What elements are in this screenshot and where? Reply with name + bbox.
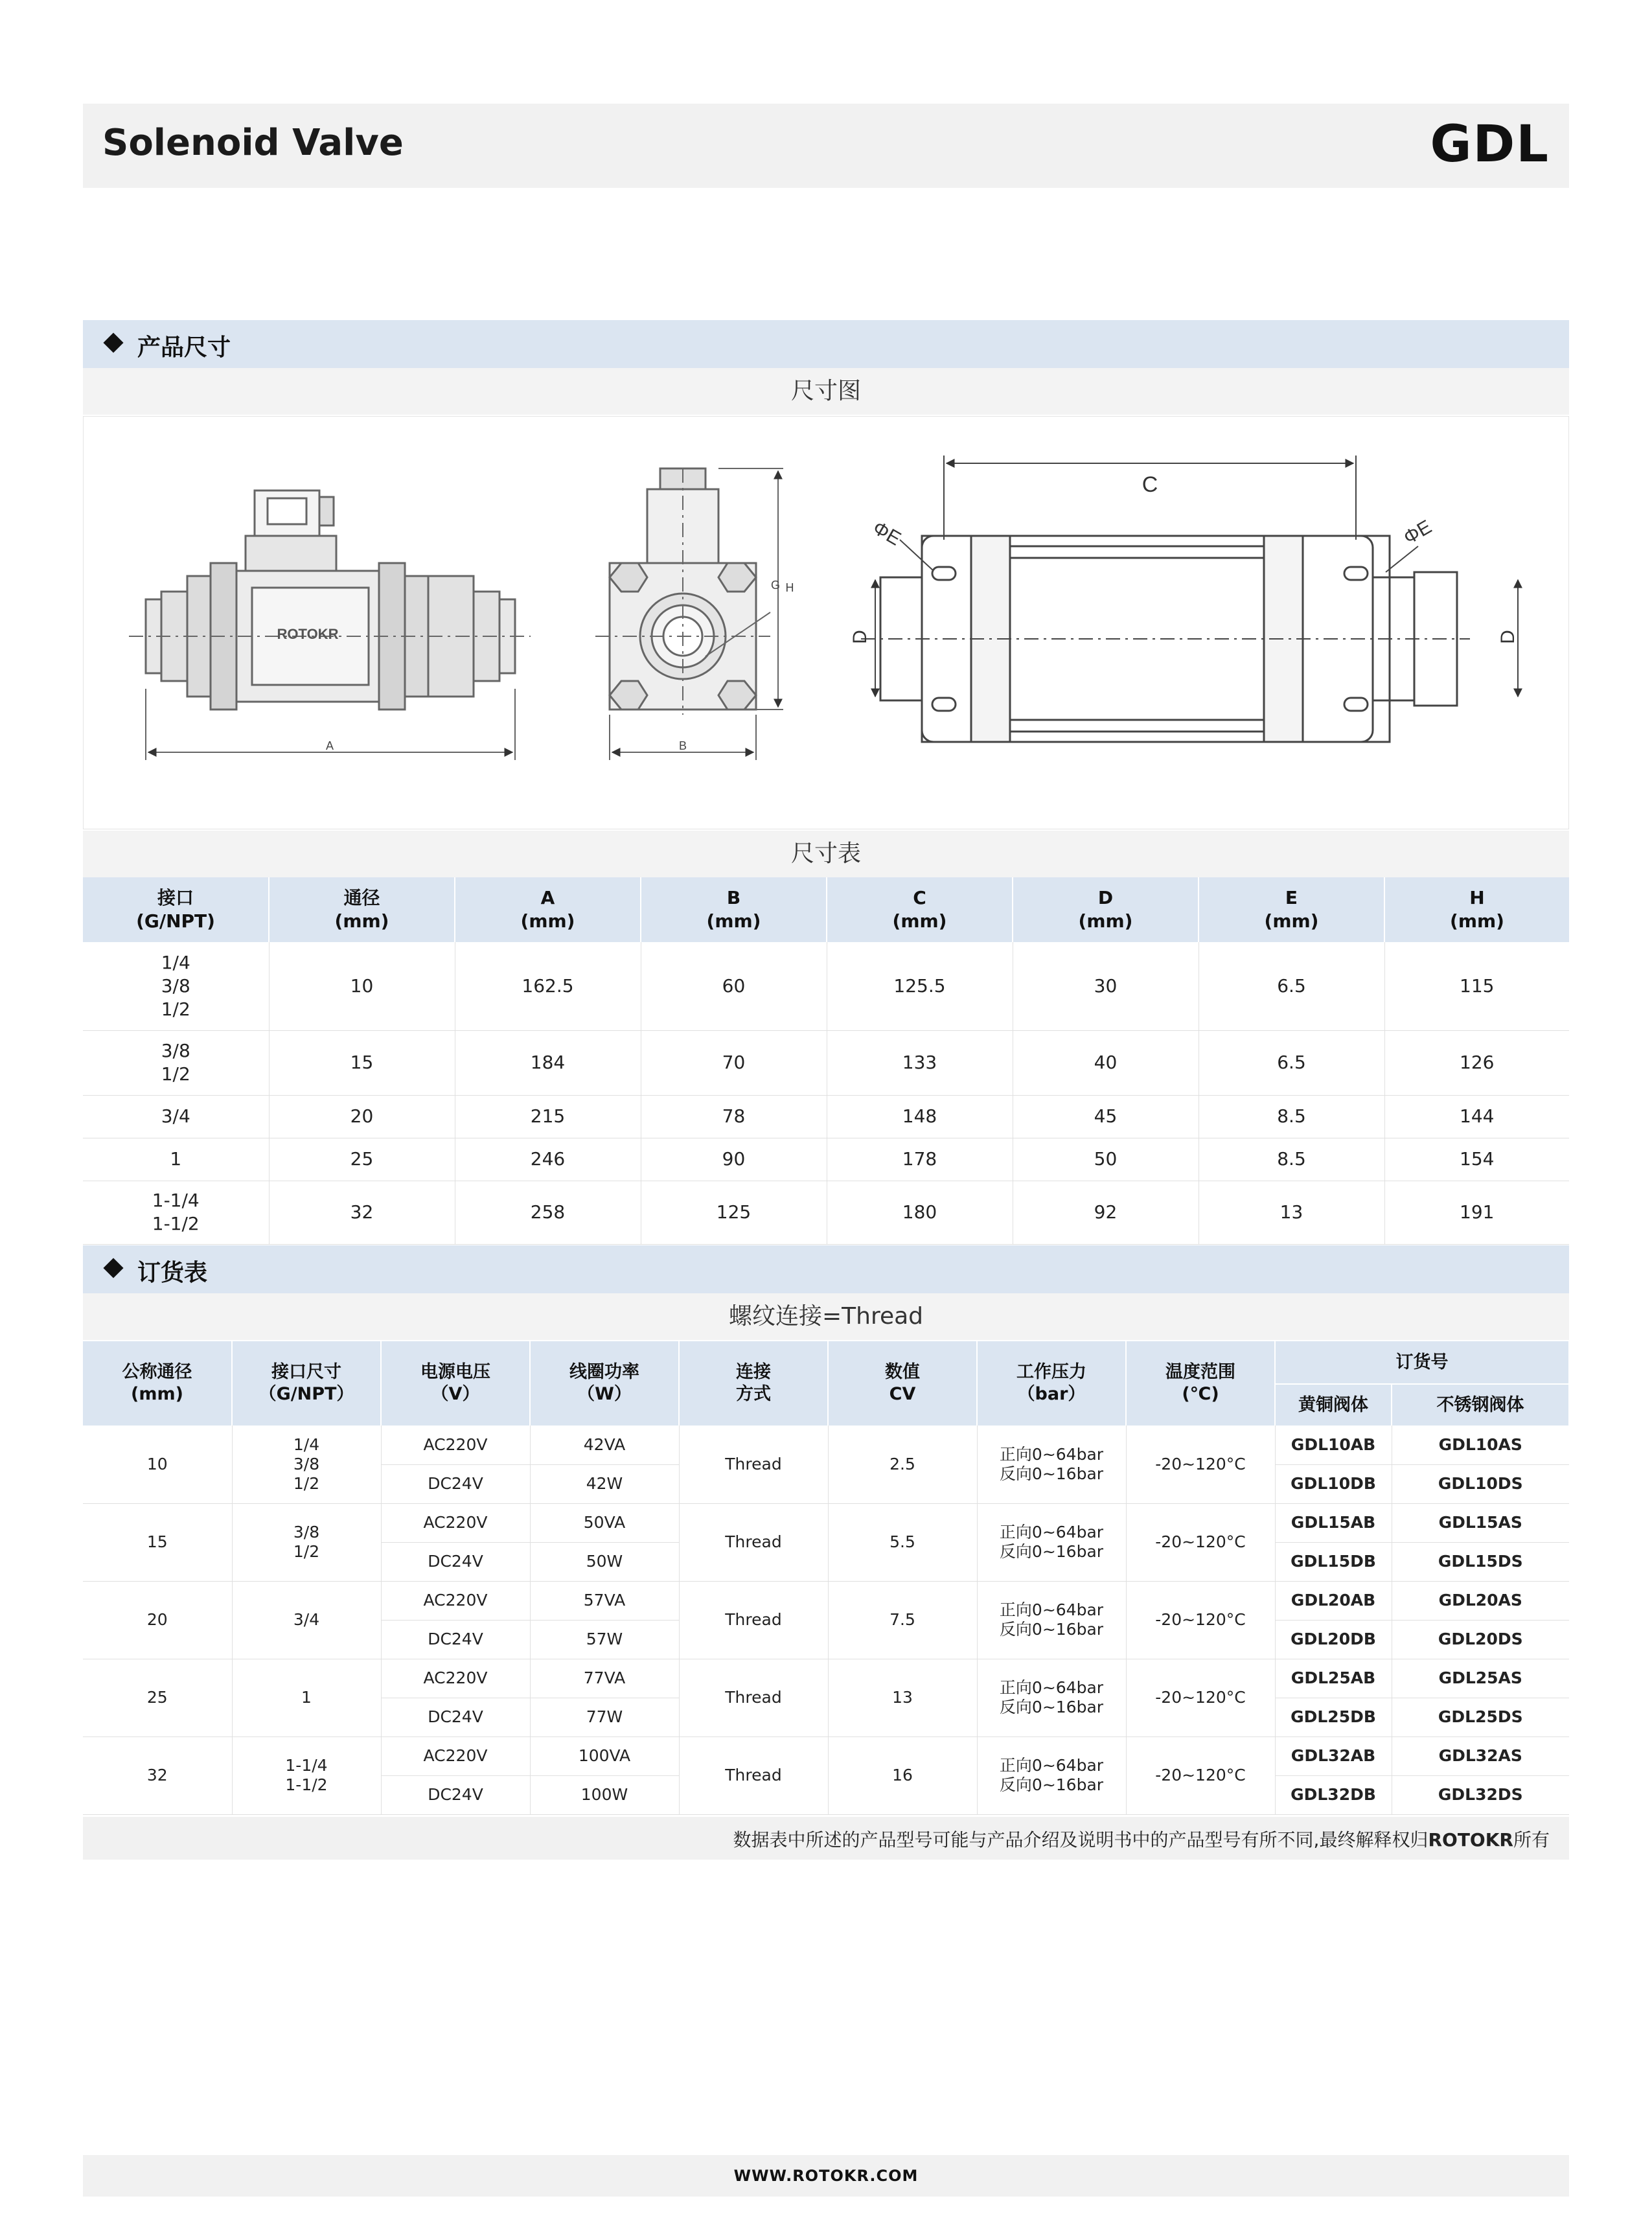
cell-d: 50 bbox=[1013, 1138, 1199, 1181]
cell-dn: 20 bbox=[83, 1581, 232, 1659]
disclaimer-bar bbox=[83, 1817, 1569, 1860]
col-header-brass: 黄铜阀体 bbox=[1275, 1384, 1392, 1425]
cell-port: 1/4 3/8 1/2 bbox=[83, 942, 269, 1030]
col-header-c: C (mm) bbox=[827, 877, 1013, 942]
cell-brass-code: GDL25DB bbox=[1275, 1698, 1392, 1737]
cell-temperature: -20~120°C bbox=[1126, 1581, 1275, 1659]
col-header-voltage: 电源电压 （V） bbox=[381, 1341, 530, 1425]
label-phi-e-left: ΦE bbox=[869, 517, 905, 550]
cell-cv: 7.5 bbox=[828, 1581, 977, 1659]
label-g: G bbox=[770, 579, 781, 592]
cell-voltage: DC24V bbox=[381, 1620, 530, 1659]
cell-d: 45 bbox=[1013, 1095, 1199, 1138]
top-view-drawing bbox=[861, 456, 1518, 742]
cell-c: 125.5 bbox=[827, 942, 1013, 1030]
cell-dn: 25 bbox=[269, 1138, 455, 1181]
cell-power: 50VA bbox=[530, 1503, 679, 1542]
cell-stainless-code: GDL15AS bbox=[1392, 1503, 1569, 1542]
table-row bbox=[83, 1138, 1569, 1181]
cell-power: 100W bbox=[530, 1775, 679, 1814]
cell-a: 246 bbox=[455, 1138, 641, 1181]
order-table bbox=[83, 1341, 1570, 1815]
disclaimer-brand: ROTOKR bbox=[1428, 1829, 1513, 1851]
cell-port: 1/4 3/8 1/2 bbox=[232, 1425, 381, 1503]
table-row bbox=[83, 1030, 1569, 1095]
cell-brass-code: GDL32AB bbox=[1275, 1737, 1392, 1775]
section-heading-order bbox=[83, 1245, 1569, 1293]
cell-cv: 5.5 bbox=[828, 1503, 977, 1581]
cell-h: 191 bbox=[1384, 1181, 1569, 1244]
cell-port: 1 bbox=[232, 1659, 381, 1737]
cell-brass-code: GDL15AB bbox=[1275, 1503, 1392, 1542]
col-header-connection: 连接 方式 bbox=[679, 1341, 828, 1425]
cell-d: 30 bbox=[1013, 942, 1199, 1030]
cell-power: 77W bbox=[530, 1698, 679, 1737]
cell-e: 6.5 bbox=[1199, 1030, 1384, 1095]
brand-logo: GDL bbox=[1430, 115, 1550, 174]
section-heading-dimensions bbox=[83, 320, 1569, 368]
cell-b: 125 bbox=[641, 1181, 827, 1244]
cell-power: 42W bbox=[530, 1464, 679, 1503]
cell-b: 90 bbox=[641, 1138, 827, 1181]
col-header-d: D (mm) bbox=[1013, 877, 1199, 942]
cell-cv: 16 bbox=[828, 1737, 977, 1814]
cell-pressure: 正向0~64bar 反向0~16bar bbox=[977, 1503, 1126, 1581]
cell-b: 78 bbox=[641, 1095, 827, 1138]
cell-port: 3/8 1/2 bbox=[232, 1503, 381, 1581]
side-view-drawing bbox=[129, 490, 531, 760]
technical-drawing-svg bbox=[84, 417, 1568, 829]
page-title: Solenoid Valve bbox=[102, 122, 404, 164]
cell-stainless-code: GDL25AS bbox=[1392, 1659, 1569, 1698]
cell-h: 126 bbox=[1384, 1030, 1569, 1095]
cell-pressure: 正向0~64bar 反向0~16bar bbox=[977, 1659, 1126, 1737]
col-header-dn: 公称通径 (mm) bbox=[83, 1341, 232, 1425]
cell-b: 60 bbox=[641, 942, 827, 1030]
label-b: B bbox=[678, 739, 687, 752]
cell-brass-code: GDL25AB bbox=[1275, 1659, 1392, 1698]
cell-stainless-code: GDL32DS bbox=[1392, 1775, 1569, 1814]
table-row bbox=[83, 1581, 1569, 1620]
diamond-bullet-icon bbox=[103, 332, 123, 352]
cell-dn: 10 bbox=[83, 1425, 232, 1503]
cell-stainless-code: GDL10AS bbox=[1392, 1425, 1569, 1464]
cell-a: 162.5 bbox=[455, 942, 641, 1030]
cell-e: 8.5 bbox=[1199, 1095, 1384, 1138]
dimension-table-header bbox=[83, 877, 1569, 942]
cell-power: 57VA bbox=[530, 1581, 679, 1620]
cell-temperature: -20~120°C bbox=[1126, 1737, 1275, 1814]
cell-power: 50W bbox=[530, 1542, 679, 1581]
cell-h: 144 bbox=[1384, 1095, 1569, 1138]
cell-b: 70 bbox=[641, 1030, 827, 1095]
table-row bbox=[83, 1503, 1569, 1542]
cell-d: 40 bbox=[1013, 1030, 1199, 1095]
cell-c: 133 bbox=[827, 1030, 1013, 1095]
cell-brass-code: GDL15DB bbox=[1275, 1542, 1392, 1581]
cell-stainless-code: GDL25DS bbox=[1392, 1698, 1569, 1737]
cell-cv: 13 bbox=[828, 1659, 977, 1737]
cell-voltage: AC220V bbox=[381, 1659, 530, 1698]
cell-e: 13 bbox=[1199, 1181, 1384, 1244]
table-row bbox=[83, 1181, 1569, 1244]
cell-stainless-code: GDL15DS bbox=[1392, 1542, 1569, 1581]
cell-temperature: -20~120°C bbox=[1126, 1503, 1275, 1581]
cell-a: 184 bbox=[455, 1030, 641, 1095]
cell-c: 178 bbox=[827, 1138, 1013, 1181]
cell-stainless-code: GDL20DS bbox=[1392, 1620, 1569, 1659]
cell-power: 42VA bbox=[530, 1425, 679, 1464]
cell-dn: 15 bbox=[269, 1030, 455, 1095]
col-header-port-size: 接口尺寸 （G/NPT） bbox=[232, 1341, 381, 1425]
cell-a: 258 bbox=[455, 1181, 641, 1244]
cell-a: 215 bbox=[455, 1095, 641, 1138]
cell-dn: 25 bbox=[83, 1659, 232, 1737]
cell-c: 180 bbox=[827, 1181, 1013, 1244]
cell-temperature: -20~120°C bbox=[1126, 1425, 1275, 1503]
drawing-logo-text: ROTOKR bbox=[277, 626, 339, 642]
table-title: 尺寸表 bbox=[83, 831, 1569, 877]
cell-voltage: DC24V bbox=[381, 1698, 530, 1737]
cell-e: 8.5 bbox=[1199, 1138, 1384, 1181]
cell-e: 6.5 bbox=[1199, 942, 1384, 1030]
section-heading-label: 产品尺寸 bbox=[137, 334, 231, 361]
cell-connection: Thread bbox=[679, 1659, 828, 1737]
cell-pressure: 正向0~64bar 反向0~16bar bbox=[977, 1425, 1126, 1503]
dimension-table bbox=[83, 877, 1569, 1245]
label-d-left: D bbox=[849, 630, 871, 644]
cell-cv: 2.5 bbox=[828, 1425, 977, 1503]
cell-c: 148 bbox=[827, 1095, 1013, 1138]
cell-h: 115 bbox=[1384, 942, 1569, 1030]
cell-power: 100VA bbox=[530, 1737, 679, 1775]
table-row bbox=[83, 1659, 1569, 1698]
col-header-a: A (mm) bbox=[455, 877, 641, 942]
col-header-pressure: 工作压力 （bar） bbox=[977, 1341, 1126, 1425]
cell-brass-code: GDL20DB bbox=[1275, 1620, 1392, 1659]
drawing-title: 尺寸图 bbox=[83, 368, 1569, 415]
cell-connection: Thread bbox=[679, 1425, 828, 1503]
cell-voltage: AC220V bbox=[381, 1737, 530, 1775]
cell-port: 1-1/4 1-1/2 bbox=[83, 1181, 269, 1244]
col-header-b: B (mm) bbox=[641, 877, 827, 942]
cell-port: 3/8 1/2 bbox=[83, 1030, 269, 1095]
cell-dn: 20 bbox=[269, 1095, 455, 1138]
cell-dn: 15 bbox=[83, 1503, 232, 1581]
label-c: C bbox=[1141, 472, 1158, 497]
cell-brass-code: GDL10DB bbox=[1275, 1464, 1392, 1503]
table-row bbox=[83, 942, 1569, 1030]
col-header-stainless: 不锈钢阀体 bbox=[1392, 1384, 1569, 1425]
cell-voltage: DC24V bbox=[381, 1464, 530, 1503]
label-d-right: D bbox=[1497, 630, 1519, 644]
col-header-order-number: 订货号 bbox=[1275, 1341, 1569, 1384]
cell-voltage: AC220V bbox=[381, 1581, 530, 1620]
cell-voltage: AC220V bbox=[381, 1425, 530, 1464]
col-header-e: E (mm) bbox=[1199, 877, 1384, 942]
dimension-drawing bbox=[83, 416, 1569, 829]
cell-brass-code: GDL20AB bbox=[1275, 1581, 1392, 1620]
col-header-dn: 通径 (mm) bbox=[269, 877, 455, 942]
footer-url[interactable]: WWW.ROTOKR.COM bbox=[83, 2155, 1569, 2197]
cell-pressure: 正向0~64bar 反向0~16bar bbox=[977, 1581, 1126, 1659]
cell-brass-code: GDL10AB bbox=[1275, 1425, 1392, 1464]
cell-connection: Thread bbox=[679, 1581, 828, 1659]
cell-temperature: -20~120°C bbox=[1126, 1659, 1275, 1737]
cell-power: 77VA bbox=[530, 1659, 679, 1698]
cell-port: 1 bbox=[83, 1138, 269, 1181]
table-row bbox=[83, 1737, 1569, 1775]
cell-stainless-code: GDL32AS bbox=[1392, 1737, 1569, 1775]
cell-dn: 32 bbox=[83, 1737, 232, 1814]
label-phi-e-right: ΦE bbox=[1399, 516, 1436, 549]
cell-port: 3/4 bbox=[83, 1095, 269, 1138]
cell-voltage: AC220V bbox=[381, 1503, 530, 1542]
cell-pressure: 正向0~64bar 反向0~16bar bbox=[977, 1737, 1126, 1814]
label-a: A bbox=[325, 739, 334, 752]
cell-dn: 32 bbox=[269, 1181, 455, 1244]
order-subtitle: 螺纹连接=Thread bbox=[83, 1293, 1569, 1340]
col-header-cv: 数值 CV bbox=[828, 1341, 977, 1425]
section-heading-label: 订货表 bbox=[137, 1260, 208, 1286]
order-table-header-row1 bbox=[83, 1341, 1569, 1384]
col-header-port: 接口 (G/NPT) bbox=[83, 877, 269, 942]
cell-voltage: DC24V bbox=[381, 1542, 530, 1581]
cell-voltage: DC24V bbox=[381, 1775, 530, 1814]
col-header-coil-power: 线圈功率 （W） bbox=[530, 1341, 679, 1425]
page-header bbox=[83, 104, 1569, 188]
cell-d: 92 bbox=[1013, 1181, 1199, 1244]
diamond-bullet-icon bbox=[103, 1258, 123, 1278]
table-row bbox=[83, 1095, 1569, 1138]
col-header-h: H (mm) bbox=[1384, 877, 1569, 942]
cell-connection: Thread bbox=[679, 1737, 828, 1814]
cell-port: 3/4 bbox=[232, 1581, 381, 1659]
cell-dn: 10 bbox=[269, 942, 455, 1030]
cell-brass-code: GDL32DB bbox=[1275, 1775, 1392, 1814]
disclaimer-text: 数据表中所述的产品型号可能与产品介绍及说明书中的产品型号有所不同,最终解释权归ROTOKR所有 bbox=[733, 1829, 1550, 1851]
label-h: H bbox=[785, 581, 794, 594]
front-view-drawing bbox=[595, 468, 783, 760]
cell-port: 1-1/4 1-1/2 bbox=[232, 1737, 381, 1814]
col-header-temperature: 温度范围 (℃) bbox=[1126, 1341, 1275, 1425]
table-row bbox=[83, 1425, 1569, 1464]
cell-stainless-code: GDL20AS bbox=[1392, 1581, 1569, 1620]
cell-stainless-code: GDL10DS bbox=[1392, 1464, 1569, 1503]
cell-h: 154 bbox=[1384, 1138, 1569, 1181]
cell-connection: Thread bbox=[679, 1503, 828, 1581]
cell-power: 57W bbox=[530, 1620, 679, 1659]
